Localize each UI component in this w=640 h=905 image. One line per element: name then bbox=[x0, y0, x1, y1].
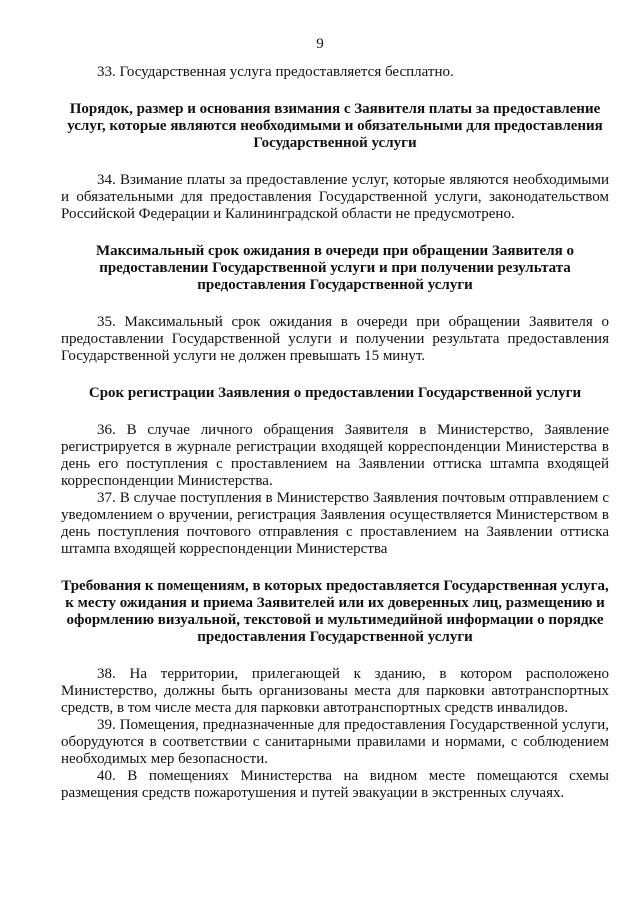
heading-registration: Срок регистрации Заявления о предоставлении Государственной услуги bbox=[88, 385, 582, 401]
document-body bbox=[61, 64, 609, 802]
heading-premises: Требования к помещениям, в которых предоставляется Государственная услуга, к месту ожидания и приема Заявителей или их доверенных лиц, размещению и оформлению визуальной, текстовой и мультимедийной информации о порядке предоставления Государственной услуги bbox=[61, 578, 609, 645]
paragraph-40: 40. В помещениях Министерства на видном месте помещаются схемы размещения средств пожаротушения и путей эвакуации в экстренных случаях. bbox=[61, 768, 609, 801]
page-number: 9 bbox=[316, 36, 324, 52]
paragraph-35: 35. Максимальный срок ожидания в очереди при обращении Заявителя о предоставлении Государственной услуги и получении результата предоставления Государственной услуги не должен превышать 15 минут. bbox=[61, 314, 609, 364]
heading-queue-time: Максимальный срок ожидания в очереди при обращении Заявителя о предоставлении Государственной услуги и при получении результата предоставления Государственной услуги bbox=[95, 243, 574, 293]
heading-fees: Порядок, размер и основания взимания с Заявителя платы за предоставление услуг, которые являются необходимыми и обязательными для предоставления Государственной услуги bbox=[67, 101, 603, 151]
paragraph-37: 37. В случае поступления в Министерство Заявления почтовым отправлением с уведомлением о вручении, регистрация Заявления осуществляется Министерством в день поступления почтового отправления с проставлением на Заявлении оттиска штампа входящей корреспонденции Министерства bbox=[61, 490, 609, 557]
paragraph-33: 33. Государственная услуга предоставляется бесплатно. bbox=[97, 64, 454, 80]
paragraph-36: 36. В случае личного обращения Заявителя в Министерство, Заявление регистрируется в журнале регистрации входящей корреспонденции Министерства в день его поступления с проставлением на Заявлении оттиска штампа входящей корреспонденции Министерства. bbox=[61, 422, 609, 489]
paragraph-39: 39. Помещения, предназначенные для предоставления Государственной услуги, оборудуются в соответствии с санитарными правилами и нормами, с соблюдением необходимых мер безопасности. bbox=[61, 717, 609, 767]
paragraph-38: 38. На территории, прилегающей к зданию, в котором расположено Министерство, должны быть организованы места для парковки автотранспортных средств, в том числе места для парковки автотранспортных средств инвалидов. bbox=[61, 666, 609, 716]
paragraph-34: 34. Взимание платы за предоставление услуг, которые являются необходимыми и обязательными для предоставления Государственной услуги, законодательством Российской Федерации и Калининградской области не предусмотрено. bbox=[61, 172, 609, 222]
